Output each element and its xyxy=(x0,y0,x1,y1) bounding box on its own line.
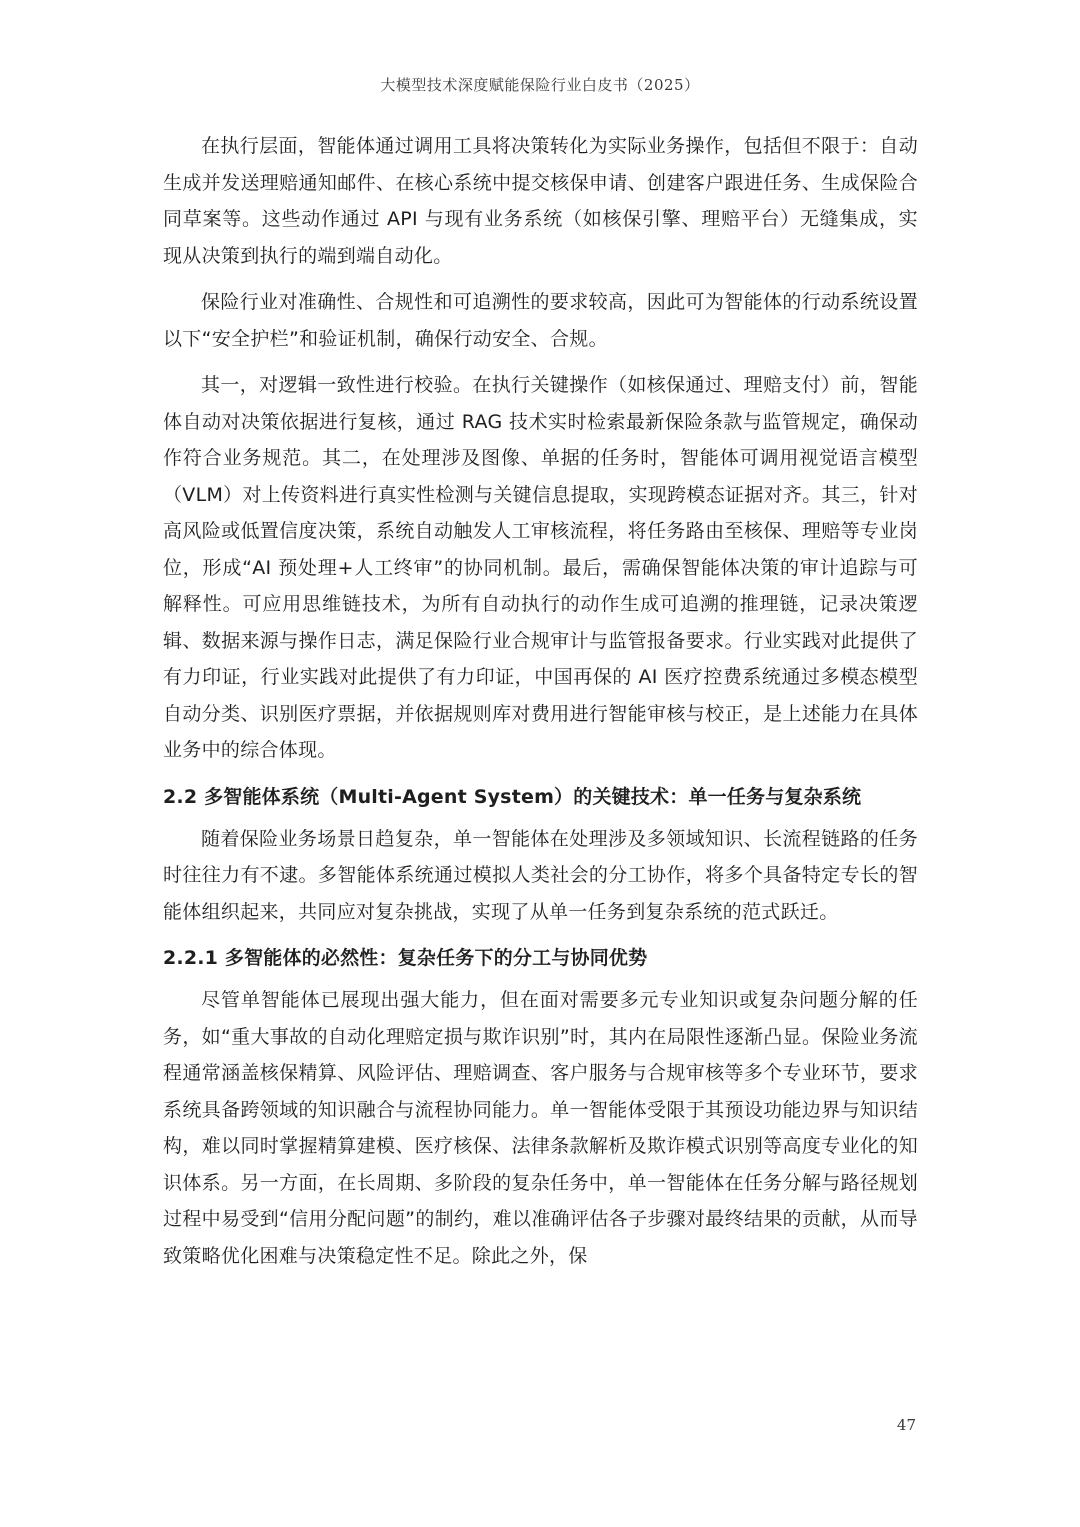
page-content xyxy=(163,128,918,1284)
paragraph-guardrails-detail: 其一，对逻辑一致性进行校验。在执行关键操作（如核保通过、理赔支付）前，智能体自动对决策依据进行复核，通过 RAG 技术实时检索最新保险条款与监管规定，确保动作符合业务规范。其二，在处理涉及图像、单据的任务时，智能体可调用视觉语言模型（VLM）对上传资料进行真实性检测与关键信息提取，实现跨模态证据对齐。其三，针对高风险或低置信度决策，系统自动触发人工审核流程，将任务路由至核保、理赔等专业岗位，形成“AI 预处理+人工终审”的协同机制。最后，需确保智能体决策的审计追踪与可解释性。可应用思维链技术，为所有自动执行的动作生成可追溯的推理链，记录决策逻辑、数据来源与操作日志，满足保险行业合规审计与监管报备要求。行业实践对此提供了有力印证，行业实践对此提供了有力印证，中国再保的 AI 医疗控费系统通过多模态模型自动分类、识别医疗票据，并依据规则库对费用进行智能审核与校正，是上述能力在具体业务中的综合体现。 xyxy=(163,374,918,761)
paragraph-multi-agent-intro: 随着保险业务场景日趋复杂，单一智能体在处理涉及多领域知识、长流程链路的任务时往往力有不逮。多智能体系统通过模拟人类社会的分工协作，将多个具备特定专长的智能体组织起来，共同应对复杂挑战，实现了从单一任务到复杂系统的范式跃迁。 xyxy=(163,827,918,923)
paragraph-multi-agent-necessity: 尽管单智能体已展现出强大能力，但在面对需要多元专业知识或复杂问题分解的任务，如“重大事故的自动化理赔定损与欺诈识别”时，其内在局限性逐渐凸显。保险业务流程通常涵盖核保精算、风险评估、理赔调查、客户服务与合规审核等多个专业环节，要求系统具备跨领域的知识融合与流程协同能力。单一智能体受限于其预设功能边界与知识结构，难以同时掌握精算建模、医疗核保、法律条款解析及欺诈模式识别等高度专业化的知识体系。另一方面，在长周期、多阶段的复杂任务中，单一智能体在任务分解与路径规划过程中易受到“信用分配问题”的制约，难以准确评估各子步骤对最终结果的贡献，从而导致策略优化困难与决策稳定性不足。除此之外，保 xyxy=(163,989,918,1267)
section-heading-2-2-1: 2.2.1 多智能体的必然性：复杂任务下的分工与协同优势 xyxy=(163,947,648,969)
paragraph-execution-layer: 在执行层面，智能体通过调用工具将决策转化为实际业务操作，包括但不限于：自动生成并发送理赔通知邮件、在核心系统中提交核保申请、创建客户跟进任务、生成保险合同草案等。这些动作通过 API 与现有业务系统（如核保引擎、理赔平台）无缝集成，实现从决策到执行的端到端自动化。 xyxy=(163,135,918,267)
page-number: 47 xyxy=(896,1416,916,1434)
paragraph-guardrails-intro: 保险行业对准确性、合规性和可追溯性的要求较高，因此可为智能体的行动系统设置以下“安全护栏”和验证机制，确保行动安全、合规。 xyxy=(163,291,918,350)
running-header: 大模型技术深度赋能保险行业白皮书（2025） xyxy=(380,76,700,94)
section-heading-2-2: 2.2 多智能体系统（Multi-Agent System）的关键技术：单一任务与复杂系统 xyxy=(163,785,862,808)
